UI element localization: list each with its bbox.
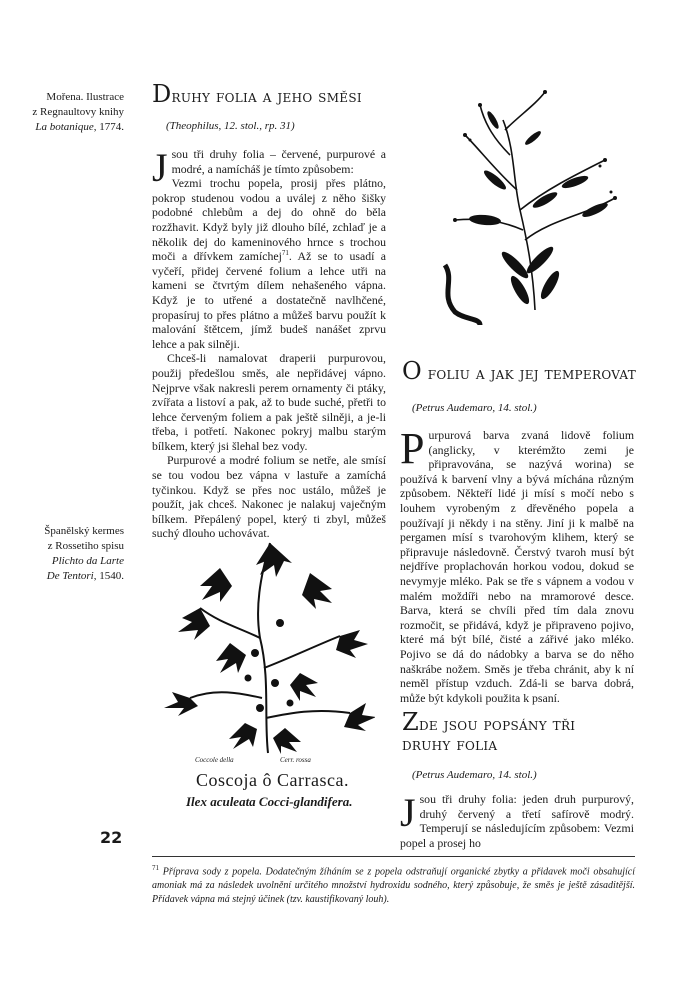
heading-text: de jsou popsány tři [418, 715, 576, 735]
section-body [400, 792, 634, 850]
paragraph-text: urpurová barva zvaná lidově folium (anglicky, v kterémžto zemi je připravována, se nazývá worina) se používá k barvení vlny a bývá míchána různým způsobem. Někteří lidé ji mísí s močí nebo s louhem vyrobeným z dřevěného popela a používají ji někdy i na stěny. Jiní ji k malbě na pergamen mísí s tvarohovým klihem, který se připravuje následovně. Čerstvý tvaroh musí být nejdříve proplachován horkou vodou, dokud se nevymyje mléko. Pak se tře s vápnem a vodou v malém moždíři nebo na mramorové desce. Barva, která se chvíli před tím dala znovu rozmočit, se přidává, když je připraveno pojivo, které má být bílé, čisté a zářivé jako mléko. Pojivo se dá do nádobky a barva se do něho naškrábe nožem. Směs je třeba chránit, aby k ní neměl přístup vzduch. Zdá-li se barva dobrá, může být kdykoli použita k psaní. [400, 428, 634, 705]
footnote [152, 861, 635, 907]
kermes-oak-illustration [160, 528, 375, 758]
heading-initial: O [402, 357, 422, 385]
margin-note-line [12, 554, 124, 569]
source-citation: (Petrus Audemaro, 14. stol.) [412, 402, 537, 414]
plate-subtitle: Ilex aculeata Cocci-glandifera. [186, 794, 353, 809]
margin-note-line: Mořena. Ilustrace [46, 91, 124, 103]
section-heading [402, 708, 576, 755]
page-number: 22 [100, 828, 123, 847]
heading-initial: D [152, 80, 172, 108]
plate-label-left: Coccole della [195, 756, 234, 764]
book-title: Plichto da Larte [51, 555, 124, 567]
margin-note-year: , 1774. [93, 121, 124, 133]
margin-note-madder [12, 90, 124, 135]
book-title: La botanique [35, 121, 94, 133]
margin-note-kermes [12, 524, 124, 584]
paragraph-text: Vezmi trochu popela, prosij přes plátno, pokrop studenou vodou a uválej z něho šišky podobné chlebům a dej do ohně do běla rozžhavit. Když byly již dlouho bílé, zchlaď je a několik dej do kameninového hrnce s trochou moči a dřívkem zamíchej [152, 176, 386, 264]
paragraph [400, 792, 634, 850]
section-body [400, 424, 634, 705]
heading-initial: Z [402, 708, 419, 736]
drop-cap: P [400, 424, 425, 473]
paragraph: Chceš-li namalovat draperii purpurovou, použij předešlou směs, ale nepřidávej vápno. Nejprve však nakresli perem ornamenty či ptáky, zvířata a listoví a pak, až to bude suché, přetři to lehce červeným foliem a pak ještě silněji, a je-li třeba, i potřetí. Nakonec pokryj malbu starým bílkem, který jsi šlehal bez vody. [152, 351, 386, 453]
paragraph [152, 145, 386, 190]
paragraph-text: sou tři druhy folia: jeden druh purpurový, druhý červený a třetí safírově modrý. Temperují se následujícím způsobem: Vezmi popel a prosej ho [400, 792, 634, 850]
footnote-divider [152, 856, 635, 857]
paragraph: Purpurové a modré folium se netře, ale smísí se tou vodou bez vápna v lastuře a zamíchá tyčinkou. Když se přes noc ustálo, můžeš je použít, jak chceš. Nakonec je nalakuj vaječným bílkem. Přepálený popel, který ti zbyl, můžeš suchý dlouho uchovávat. [152, 453, 386, 541]
footnote-number: 71 [152, 864, 159, 872]
margin-note-line: z Rossetiho spisu [47, 540, 124, 552]
madder-illustration [425, 80, 630, 330]
paragraph-text: sou tři druhy folia – červené, purpurové a modré, a namícháš je tímto způsobem: [171, 147, 386, 176]
heading-text: ruhy folia a jeho směsi [171, 87, 362, 107]
drop-cap: J [400, 790, 416, 835]
margin-note-line [12, 120, 124, 135]
margin-note-line: z Regnaultovy knihy [32, 106, 124, 118]
section-heading [402, 357, 637, 385]
section-body [152, 147, 386, 541]
footnote-marker: 71 [281, 249, 289, 258]
book-title: De Tentori [46, 570, 94, 582]
margin-note-line: Španělský kermes [44, 525, 124, 537]
paragraph [152, 176, 386, 351]
source-citation: (Theophilus, 12. stol., rp. 31) [166, 120, 295, 132]
drop-cap: J [152, 145, 168, 190]
plate-label-right: Cerr. rossa [280, 756, 311, 764]
footnote-text: Příprava sody z popela. Dodatečným žíháním se z popela odstraňují organické zbytky a přidavek moči obsahující amoniak má za následek uvolnění určitého množství hydroxidu sodného, který způsobuje, že směs je ještě zásaditější. Přídavek vápna má stejný účinek (tzv. kaustifikovaný louh). [152, 866, 635, 906]
paragraph [400, 424, 634, 705]
plate-title: Coscoja ô Carrasca. [196, 770, 349, 790]
paragraph-text: . Až se to usadí a vyčeří, přidej červené folium a lehce utři na kameni se čtvrtým dílem nehašeného vápna. Když je to utřené a dostatečně navlhčené, propasíruj to přes plátno a můžeš barvu použít k malování štětcem, jímž budeš nanášet zprvu lehce a pak silněji. [152, 249, 386, 351]
source-citation: (Petrus Audemaro, 14. stol.) [412, 769, 537, 781]
heading-line [402, 708, 576, 736]
section-heading [152, 80, 362, 108]
margin-note-line [12, 569, 124, 584]
heading-line: druhy folia [402, 735, 498, 755]
heading-text: foliu a jak jej temperovat [427, 364, 637, 384]
margin-note-year: , 1540. [93, 570, 124, 582]
